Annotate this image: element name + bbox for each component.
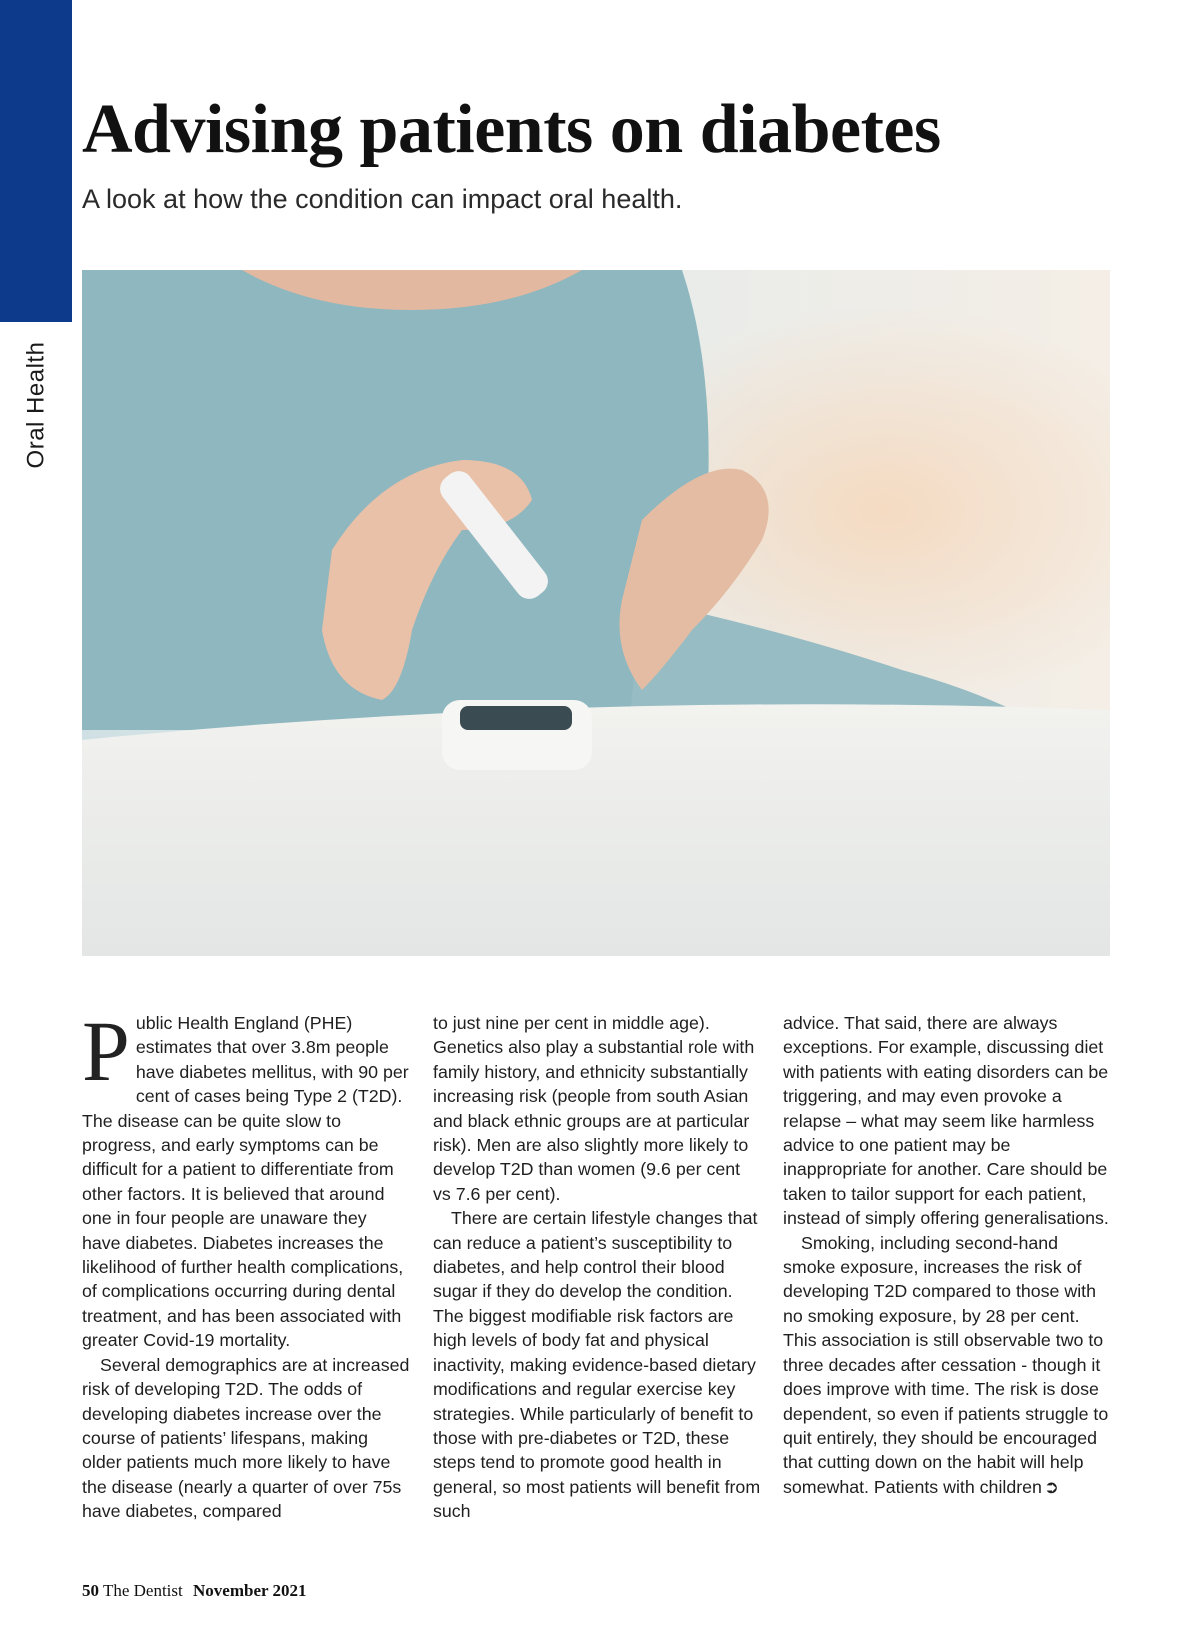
issue-date: November 2021 — [193, 1581, 307, 1600]
hero-photo-illustration — [82, 270, 1110, 956]
paragraph: advice. That said, there are always exceptions. For example, discussing diet with patients with eating disorders can be triggering, and may even provoke a relapse – what may seem like harmless advice to one patient may be inappropriate for another. Care should be taken to tailor support for each patient, instead of simply offering generalisations. — [783, 1013, 1109, 1229]
paragraph: There are certain lifestyle changes that can reduce a patient’s susceptibility to diabetes, and help control their blood sugar if they do develop the condition. The biggest modifiable risk factors are high levels of body fat and physical inactivity, making evidence-based dietary modifications and regular exercise key strategies. While particularly of benefit to those with pre-diabetes or T2D, these steps tend to promote good health in general, so most patients will benefit from such — [433, 1208, 761, 1522]
article-headline: Advising patients on diabetes — [82, 91, 941, 168]
paragraph: to just nine per cent in middle age). Genetics also play a substantial role with family history, and ethnicity substantially increasing risk (people from south Asian and black ethnic groups are at particular risk). Men are also slightly more likely to develop T2D than women (9.6 per cent vs 7.6 per cent). — [433, 1013, 755, 1204]
article-column-3 — [783, 1011, 1111, 1499]
paragraph — [783, 1231, 1111, 1499]
paragraph-text: ublic Health England (PHE) estimates that over 3.8m people have diabetes mellitus, with 90 per cent of cases being Type 2 (T2D). The disease can be quite slow to progress, and early symptoms can be difficult for a patient to differentiate from other factors. It is believed that around one in four people are unaware they have diabetes. Diabetes increases the likelihood of further health complications, of complications occurring during dental treatment, and has been associated with greater Covid-19 mortality. — [82, 1013, 409, 1351]
paragraph-text: Smoking, including second-hand smoke exposure, increases the risk of developing T2D compared to those with no smoking exposure, by 28 per cent. This association is still observable two to three decades after cessation - though it does improve with time. The risk is dose dependent, so even if patients struggle to quit entirely, they should be encouraged that cutting down on the habit will help somewhat. Patients with children — [783, 1232, 1109, 1497]
article-standfirst: A look at how the condition can impact oral health. — [82, 184, 683, 214]
page-number: 50 — [82, 1581, 99, 1600]
article-column-1 — [82, 1003, 410, 1524]
drop-cap: P — [82, 1003, 130, 1099]
section-label — [18, 335, 54, 475]
continue-arrow-icon: ➲ — [1043, 1476, 1059, 1497]
section-label-text: Oral Health — [22, 341, 50, 469]
hero-photo — [82, 270, 1110, 956]
section-color-bar — [0, 0, 72, 322]
paragraph — [82, 1003, 410, 1353]
page-footer — [82, 1581, 306, 1601]
publication-name: The Dentist — [102, 1581, 183, 1600]
paragraph: Several demographics are at increased risk of developing T2D. The odds of developing diabetes increase over the course of patients’ lifespans, making older patients much more likely to have the disease (nearly a quarter of over 75s have diabetes, compared — [82, 1354, 410, 1522]
article-column-2 — [433, 1011, 761, 1524]
